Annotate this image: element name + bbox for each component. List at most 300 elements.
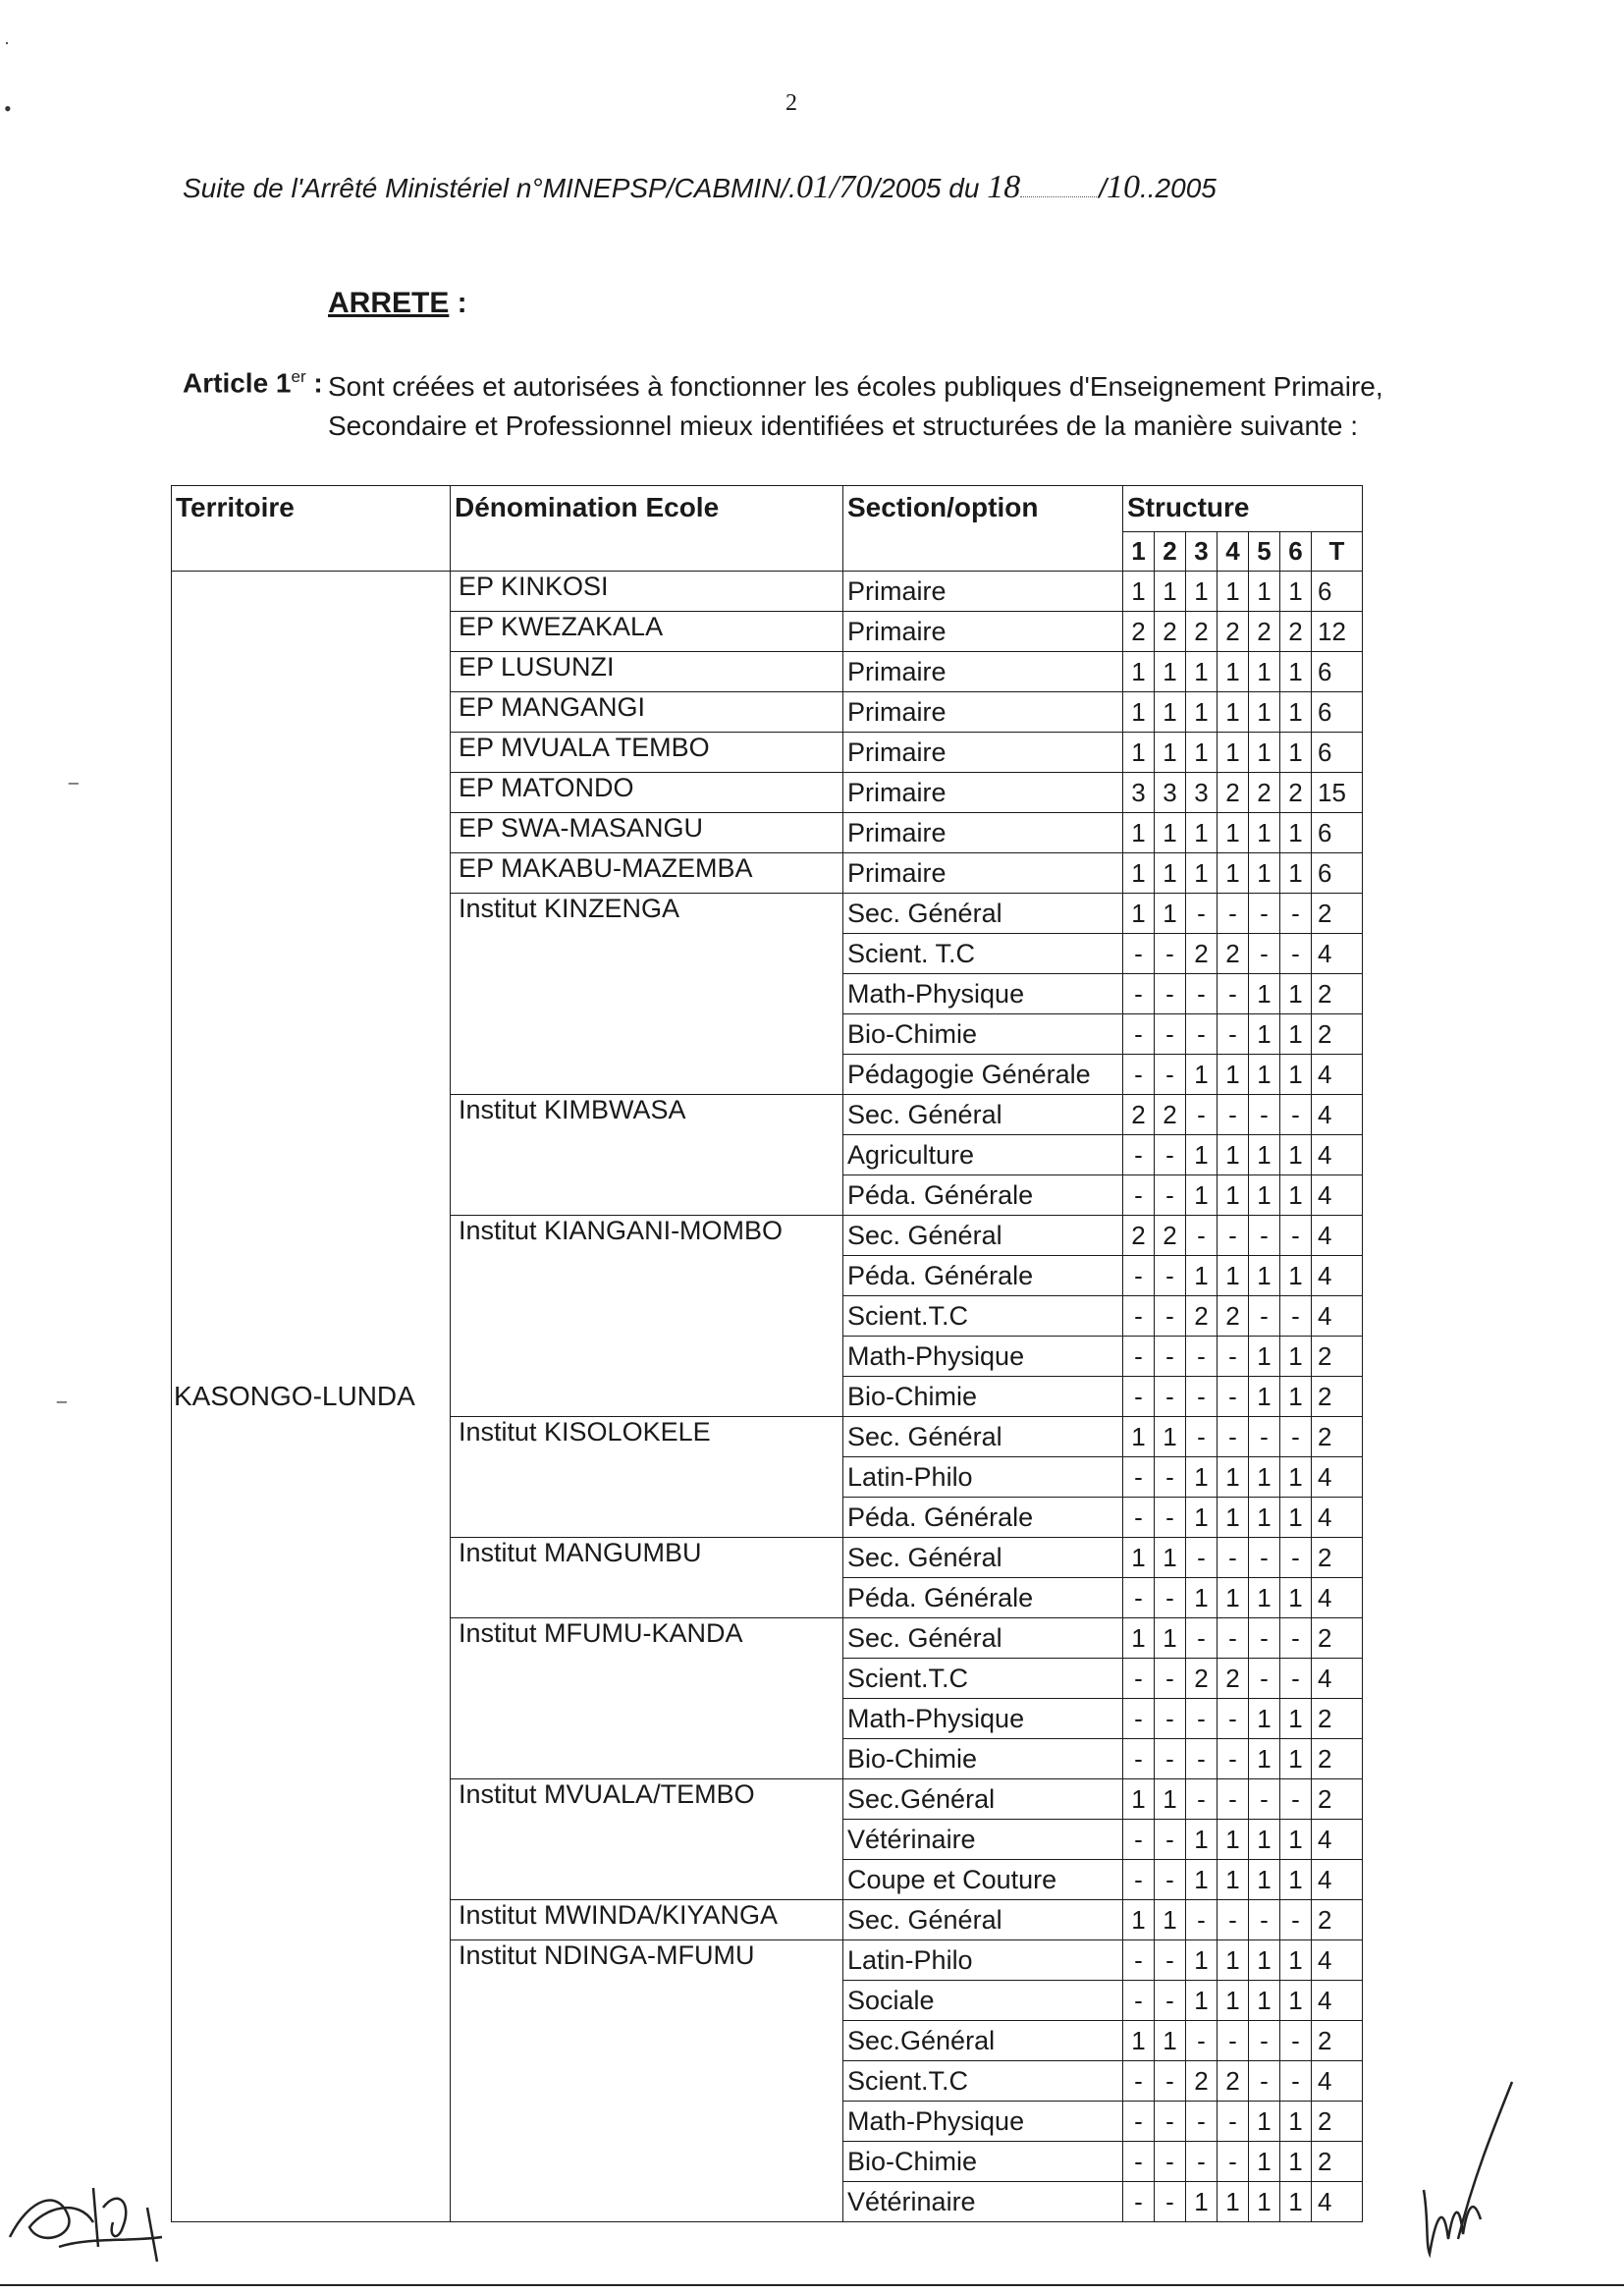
structure-level-cell: 1 [1218, 1135, 1249, 1175]
structure-total-cell: 2 [1312, 1377, 1363, 1417]
structure-level-cell: 1 [1123, 733, 1155, 773]
structure-level-cell: 1 [1280, 1457, 1312, 1498]
table-row [172, 572, 1363, 612]
section-option-cell: Agriculture [843, 1135, 1123, 1175]
school-name-cell: EP MATONDO [451, 773, 843, 813]
structure-level-cell: - [1249, 1659, 1280, 1699]
structure-level-cell: - [1155, 1135, 1186, 1175]
structure-total-cell: 4 [1312, 1860, 1363, 1900]
structure-level-cell: - [1155, 1981, 1186, 2021]
section-option-cell: Sec.Général [843, 1779, 1123, 1820]
structure-total-cell: 2 [1312, 974, 1363, 1014]
table-body [172, 572, 1363, 2222]
decree-day: 18 [987, 169, 1021, 205]
school-name-cell: EP MVUALA TEMBO [451, 733, 843, 773]
structure-level-cell: 1 [1186, 1578, 1218, 1618]
structure-level-cell: - [1123, 1820, 1155, 1860]
structure-level-cell: 1 [1218, 1175, 1249, 1216]
structure-level-cell: 3 [1186, 773, 1218, 813]
structure-level-cell: 1 [1249, 1739, 1280, 1779]
structure-total-cell: 4 [1312, 1820, 1363, 1860]
structure-level-cell: 2 [1249, 773, 1280, 813]
structure-level-cell: - [1155, 1699, 1186, 1739]
structure-total-cell: 6 [1312, 813, 1363, 853]
article-label-colon: : [305, 367, 323, 399]
structure-level-cell: - [1218, 1779, 1249, 1820]
structure-level-cell: - [1155, 1296, 1186, 1337]
structure-level-cell: - [1186, 1900, 1218, 1940]
structure-total-cell: 6 [1312, 692, 1363, 733]
structure-level-cell: - [1249, 1779, 1280, 1820]
structure-level-cell: 2 [1186, 1659, 1218, 1699]
structure-level-cell: 1 [1123, 652, 1155, 692]
structure-level-cell: - [1186, 2102, 1218, 2142]
section-option-cell: Péda. Générale [843, 1578, 1123, 1618]
structure-level-cell: - [1249, 1095, 1280, 1135]
structure-level-cell: 1 [1123, 853, 1155, 894]
structure-level-cell: 1 [1280, 1860, 1312, 1900]
section-option-cell: Latin-Philo [843, 1940, 1123, 1981]
school-name-cell: EP MAKABU-MAZEMBA [451, 853, 843, 894]
structure-level-cell: - [1155, 2102, 1186, 2142]
structure-level-cell: - [1155, 1739, 1186, 1779]
structure-level-cell: 1 [1186, 2182, 1218, 2222]
structure-level-cell: 1 [1155, 813, 1186, 853]
structure-level-cell: 2 [1218, 773, 1249, 813]
structure-total-cell: 2 [1312, 1699, 1363, 1739]
structure-total-cell: 6 [1312, 853, 1363, 894]
structure-level-cell: - [1186, 1618, 1218, 1659]
structure-level-cell: 1 [1218, 692, 1249, 733]
structure-level-cell: - [1123, 1659, 1155, 1699]
structure-level-cell: 1 [1155, 1538, 1186, 1578]
structure-level-cell: 2 [1123, 1216, 1155, 1256]
structure-level-cell: 1 [1155, 572, 1186, 612]
structure-level-cell: 1 [1249, 2102, 1280, 2142]
section-option-cell: Sec. Général [843, 1538, 1123, 1578]
structure-level-cell: - [1249, 1618, 1280, 1659]
school-name-cell: Institut MFUMU-KANDA [451, 1618, 843, 1779]
section-option-cell: Primaire [843, 733, 1123, 773]
structure-level-cell: 1 [1280, 1337, 1312, 1377]
structure-total-cell: 2 [1312, 1417, 1363, 1457]
structure-level-cell: - [1155, 1820, 1186, 1860]
structure-level-cell: 2 [1123, 612, 1155, 652]
structure-level-cell: - [1123, 1296, 1155, 1337]
section-option-cell: Primaire [843, 572, 1123, 612]
structure-level-cell: 1 [1186, 1940, 1218, 1981]
structure-level-cell: 1 [1280, 1377, 1312, 1417]
structure-total-cell: 12 [1312, 612, 1363, 652]
structure-level-cell: - [1280, 1296, 1312, 1337]
structure-level-cell: - [1249, 934, 1280, 974]
school-name-cell: Institut KIMBWASA [451, 1095, 843, 1216]
structure-level-cell: - [1186, 894, 1218, 934]
header-level-4: 4 [1218, 531, 1249, 571]
structure-level-cell: 1 [1280, 733, 1312, 773]
school-name-cell: EP KINKOSI [451, 572, 843, 612]
structure-level-cell: 1 [1218, 1578, 1249, 1618]
section-option-cell: Sec. Général [843, 1900, 1123, 1940]
page-bottom-rule [0, 2284, 1624, 2286]
decree-reference-line: Suite de l'Arrêté Ministériel n°MINEPSP/CABMIN/.01/70/2005 du 18 /10..2005 [183, 169, 1217, 205]
structure-level-cell: 1 [1249, 1256, 1280, 1296]
structure-total-cell: 15 [1312, 773, 1363, 813]
structure-level-cell: 1 [1249, 1055, 1280, 1095]
structure-total-cell: 2 [1312, 1014, 1363, 1055]
structure-level-cell: - [1123, 2182, 1155, 2222]
structure-level-cell: 1 [1123, 1618, 1155, 1659]
decree-reference-prefix: Suite de l'Arrêté Ministériel n°MINEPSP/CABMIN/. [183, 173, 796, 203]
structure-level-cell: - [1249, 1900, 1280, 1940]
structure-level-cell: - [1155, 2142, 1186, 2182]
structure-level-cell: 2 [1123, 1095, 1155, 1135]
structure-level-cell: 1 [1123, 1900, 1155, 1940]
structure-level-cell: 1 [1218, 1981, 1249, 2021]
structure-level-cell: 2 [1218, 612, 1249, 652]
structure-level-cell: 2 [1186, 612, 1218, 652]
structure-level-cell: - [1123, 1578, 1155, 1618]
structure-level-cell: 1 [1280, 1578, 1312, 1618]
structure-level-cell: 1 [1280, 2182, 1312, 2222]
structure-level-cell: - [1218, 1095, 1249, 1135]
structure-level-cell: 1 [1249, 2142, 1280, 2182]
structure-level-cell: 2 [1186, 1296, 1218, 1337]
section-option-cell: Bio-Chimie [843, 1014, 1123, 1055]
structure-level-cell: 1 [1280, 1699, 1312, 1739]
structure-level-cell: 1 [1249, 652, 1280, 692]
structure-level-cell: - [1218, 974, 1249, 1014]
structure-level-cell: 1 [1218, 733, 1249, 773]
structure-level-cell: - [1249, 1216, 1280, 1256]
section-option-cell: Scient.T.C [843, 1296, 1123, 1337]
structure-level-cell: 1 [1249, 1014, 1280, 1055]
date-dotted-gap [1020, 196, 1099, 197]
structure-level-cell: - [1155, 1498, 1186, 1538]
structure-total-cell: 4 [1312, 1055, 1363, 1095]
structure-total-cell: 4 [1312, 1981, 1363, 2021]
structure-level-cell: - [1186, 1337, 1218, 1377]
structure-level-cell: 1 [1218, 1256, 1249, 1296]
structure-total-cell: 4 [1312, 2182, 1363, 2222]
structure-level-cell: - [1155, 974, 1186, 1014]
structure-level-cell: 1 [1218, 2182, 1249, 2222]
structure-total-cell: 4 [1312, 1578, 1363, 1618]
structure-level-cell: 1 [1186, 1981, 1218, 2021]
structure-level-cell: - [1249, 1417, 1280, 1457]
structure-level-cell: 1 [1280, 813, 1312, 853]
structure-level-cell: 1 [1249, 1135, 1280, 1175]
section-option-cell: Sec.Général [843, 2021, 1123, 2061]
article-label [183, 367, 323, 399]
structure-level-cell: - [1123, 2142, 1155, 2182]
structure-level-cell: - [1123, 1498, 1155, 1538]
structure-total-cell: 4 [1312, 2061, 1363, 2102]
header-level-2: 2 [1155, 531, 1186, 571]
school-name-cell: Institut KISOLOKELE [451, 1417, 843, 1538]
section-option-cell: Primaire [843, 853, 1123, 894]
school-name-cell: EP KWEZAKALA [451, 612, 843, 652]
section-option-cell: Math-Physique [843, 974, 1123, 1014]
structure-level-cell: 2 [1218, 934, 1249, 974]
structure-level-cell: 2 [1218, 2061, 1249, 2102]
structure-level-cell: - [1155, 1659, 1186, 1699]
section-option-cell: Sociale [843, 1981, 1123, 2021]
structure-level-cell: - [1218, 1538, 1249, 1578]
school-name-cell: Institut KIANGANI-MOMBO [451, 1216, 843, 1417]
structure-level-cell: - [1249, 894, 1280, 934]
section-option-cell: Math-Physique [843, 2102, 1123, 2142]
structure-total-cell: 4 [1312, 1175, 1363, 1216]
section-option-cell: Scient.T.C [843, 1659, 1123, 1699]
structure-level-cell: - [1155, 1256, 1186, 1296]
margin-dash-mark: ⁻ [67, 774, 81, 802]
structure-level-cell: 1 [1249, 1981, 1280, 2021]
structure-total-cell: 2 [1312, 1337, 1363, 1377]
structure-total-cell: 2 [1312, 1618, 1363, 1659]
structure-level-cell: - [1123, 1940, 1155, 1981]
structure-total-cell: 4 [1312, 1940, 1363, 1981]
section-option-cell: Latin-Philo [843, 1457, 1123, 1498]
header-level-1: 1 [1123, 531, 1155, 571]
structure-level-cell: 1 [1249, 572, 1280, 612]
structure-level-cell: 1 [1280, 652, 1312, 692]
structure-level-cell: 1 [1155, 894, 1186, 934]
header-section: Section/option [843, 486, 1123, 572]
structure-level-cell: - [1155, 1014, 1186, 1055]
structure-level-cell: - [1186, 1417, 1218, 1457]
structure-level-cell: 1 [1123, 692, 1155, 733]
structure-level-cell: - [1280, 1659, 1312, 1699]
structure-level-cell: - [1186, 2142, 1218, 2182]
structure-level-cell: 1 [1249, 2182, 1280, 2222]
section-option-cell: Math-Physique [843, 1699, 1123, 1739]
section-option-cell: Coupe et Couture [843, 1860, 1123, 1900]
header-denomination: Dénomination Ecole [451, 486, 843, 572]
header-level-total: T [1312, 531, 1363, 571]
structure-level-cell: 1 [1249, 692, 1280, 733]
margin-dash-mark: ⁻ [55, 1393, 69, 1421]
structure-level-cell: 1 [1186, 692, 1218, 733]
structure-level-cell: 1 [1280, 853, 1312, 894]
structure-total-cell: 4 [1312, 1498, 1363, 1538]
structure-level-cell: - [1218, 1900, 1249, 1940]
structure-total-cell: 4 [1312, 1135, 1363, 1175]
school-name-cell: EP LUSUNZI [451, 652, 843, 692]
structure-level-cell: 1 [1280, 1498, 1312, 1538]
structure-level-cell: 1 [1123, 2021, 1155, 2061]
article-label-sup: er [291, 367, 306, 386]
article-label-text: Article 1 [183, 367, 292, 399]
structure-total-cell: 4 [1312, 1457, 1363, 1498]
structure-level-cell: - [1123, 2061, 1155, 2102]
structure-level-cell: 3 [1155, 773, 1186, 813]
structure-level-cell: - [1218, 894, 1249, 934]
structure-level-cell: - [1123, 2102, 1155, 2142]
structure-level-cell: 1 [1249, 1860, 1280, 1900]
structure-level-cell: - [1123, 1981, 1155, 2021]
structure-level-cell: - [1186, 974, 1218, 1014]
structure-level-cell: 1 [1186, 1055, 1218, 1095]
structure-level-cell: 1 [1280, 1175, 1312, 1216]
structure-total-cell: 2 [1312, 2142, 1363, 2182]
structure-level-cell: - [1186, 1739, 1218, 1779]
structure-level-cell: - [1249, 2021, 1280, 2061]
structure-level-cell: 1 [1155, 652, 1186, 692]
structure-level-cell: 1 [1249, 1337, 1280, 1377]
section-option-cell: Primaire [843, 773, 1123, 813]
arrete-colon: : [449, 287, 467, 319]
structure-level-cell: 1 [1186, 1175, 1218, 1216]
scan-speck-mark: · [4, 33, 10, 53]
structure-level-cell: - [1218, 1417, 1249, 1457]
structure-level-cell: 2 [1155, 612, 1186, 652]
structure-total-cell: 4 [1312, 1216, 1363, 1256]
territory-cell: KASONGO-LUNDA [172, 572, 451, 2222]
structure-level-cell: - [1280, 894, 1312, 934]
structure-level-cell: 1 [1280, 1739, 1312, 1779]
structure-level-cell: 1 [1123, 813, 1155, 853]
structure-level-cell: - [1186, 1699, 1218, 1739]
section-option-cell: Vétérinaire [843, 2182, 1123, 2222]
structure-level-cell: 2 [1186, 2061, 1218, 2102]
structure-level-cell: - [1280, 2061, 1312, 2102]
structure-level-cell: - [1280, 1538, 1312, 1578]
section-option-cell: Sec. Général [843, 1095, 1123, 1135]
structure-level-cell: 2 [1155, 1216, 1186, 1256]
structure-level-cell: - [1123, 1699, 1155, 1739]
structure-level-cell: - [1218, 2021, 1249, 2061]
structure-level-cell: - [1155, 1055, 1186, 1095]
decree-year: ..2005 [1139, 173, 1217, 203]
structure-level-cell: 1 [1218, 1820, 1249, 1860]
structure-total-cell: 2 [1312, 1739, 1363, 1779]
structure-level-cell: - [1280, 2021, 1312, 2061]
structure-total-cell: 4 [1312, 1659, 1363, 1699]
structure-level-cell: - [1155, 1860, 1186, 1900]
structure-level-cell: 1 [1186, 733, 1218, 773]
structure-level-cell: 1 [1155, 1417, 1186, 1457]
structure-level-cell: - [1155, 1940, 1186, 1981]
structure-level-cell: 1 [1186, 1135, 1218, 1175]
schools-structure-table [171, 485, 1363, 2222]
structure-level-cell: - [1186, 1779, 1218, 1820]
structure-level-cell: 1 [1186, 652, 1218, 692]
structure-level-cell: 1 [1280, 2102, 1312, 2142]
school-name-cell: EP SWA-MASANGU [451, 813, 843, 853]
structure-level-cell: 1 [1280, 1981, 1312, 2021]
structure-level-cell: 1 [1249, 853, 1280, 894]
page-number: 2 [785, 90, 797, 116]
structure-level-cell: 1 [1155, 2021, 1186, 2061]
structure-level-cell: - [1218, 2142, 1249, 2182]
structure-level-cell: 1 [1123, 1417, 1155, 1457]
structure-level-cell: 1 [1186, 1498, 1218, 1538]
section-option-cell: Péda. Générale [843, 1256, 1123, 1296]
structure-level-cell: 2 [1249, 612, 1280, 652]
structure-level-cell: 1 [1218, 853, 1249, 894]
structure-level-cell: - [1218, 1216, 1249, 1256]
section-option-cell: Scient.T.C [843, 2061, 1123, 2102]
decree-reference-mid: /2005 du [872, 173, 988, 203]
structure-level-cell: 1 [1186, 1256, 1218, 1296]
structure-level-cell: 1 [1249, 733, 1280, 773]
structure-level-cell: 1 [1123, 572, 1155, 612]
section-option-cell: Pédagogie Générale [843, 1055, 1123, 1095]
structure-level-cell: - [1155, 1457, 1186, 1498]
structure-level-cell: - [1155, 934, 1186, 974]
structure-level-cell: - [1155, 1377, 1186, 1417]
decree-month: 10 [1106, 169, 1140, 205]
structure-level-cell: 1 [1218, 652, 1249, 692]
structure-level-cell: 1 [1186, 853, 1218, 894]
structure-total-cell: 2 [1312, 1779, 1363, 1820]
structure-level-cell: 1 [1155, 692, 1186, 733]
structure-level-cell: - [1280, 1417, 1312, 1457]
structure-level-cell: - [1218, 1014, 1249, 1055]
school-name-cell: Institut MWINDA/KIYANGA [451, 1900, 843, 1940]
structure-level-cell: - [1186, 1377, 1218, 1417]
structure-level-cell: 1 [1280, 1940, 1312, 1981]
structure-total-cell: 2 [1312, 1538, 1363, 1578]
structure-level-cell: 1 [1186, 813, 1218, 853]
header-territoire: Territoire [172, 486, 451, 572]
section-option-cell: Scient. T.C [843, 934, 1123, 974]
structure-level-cell: - [1280, 934, 1312, 974]
structure-level-cell: - [1123, 1175, 1155, 1216]
structure-level-cell: - [1155, 1578, 1186, 1618]
structure-level-cell: - [1280, 1095, 1312, 1135]
school-name-cell: Institut MVUALA/TEMBO [451, 1779, 843, 1900]
structure-level-cell: 1 [1155, 1779, 1186, 1820]
header-level-5: 5 [1249, 531, 1280, 571]
section-option-cell: Péda. Générale [843, 1498, 1123, 1538]
structure-total-cell: 6 [1312, 652, 1363, 692]
structure-level-cell: 1 [1280, 1820, 1312, 1860]
structure-level-cell: - [1155, 1175, 1186, 1216]
structure-level-cell: 1 [1280, 692, 1312, 733]
structure-level-cell: 1 [1280, 974, 1312, 1014]
signature-left-icon [0, 2129, 187, 2276]
school-name-cell: Institut NDINGA-MFUMU [451, 1940, 843, 2222]
structure-level-cell: - [1123, 1457, 1155, 1498]
article-body [328, 367, 1447, 446]
structure-level-cell: 1 [1249, 1699, 1280, 1739]
structure-level-cell: - [1155, 2061, 1186, 2102]
structure-level-cell: - [1123, 934, 1155, 974]
structure-level-cell: 1 [1218, 1498, 1249, 1538]
structure-level-cell: - [1280, 1216, 1312, 1256]
structure-level-cell: 1 [1249, 1175, 1280, 1216]
section-option-cell: Sec. Général [843, 1216, 1123, 1256]
structure-level-cell: 1 [1280, 2142, 1312, 2182]
structure-level-cell: 2 [1218, 1296, 1249, 1337]
structure-level-cell: 1 [1186, 572, 1218, 612]
arrete-title: ARRETE [328, 287, 450, 319]
structure-level-cell: 1 [1186, 1820, 1218, 1860]
header-structure: Structure [1123, 486, 1363, 532]
section-option-cell: Primaire [843, 692, 1123, 733]
structure-total-cell: 4 [1312, 1095, 1363, 1135]
structure-level-cell: - [1186, 1095, 1218, 1135]
structure-level-cell: - [1186, 2021, 1218, 2061]
scan-speck-mark: • [4, 96, 12, 121]
structure-level-cell: - [1249, 1538, 1280, 1578]
structure-level-cell: - [1155, 1337, 1186, 1377]
signature-right-icon [1404, 2072, 1551, 2268]
section-option-cell: Primaire [843, 652, 1123, 692]
structure-level-cell: - [1123, 1860, 1155, 1900]
